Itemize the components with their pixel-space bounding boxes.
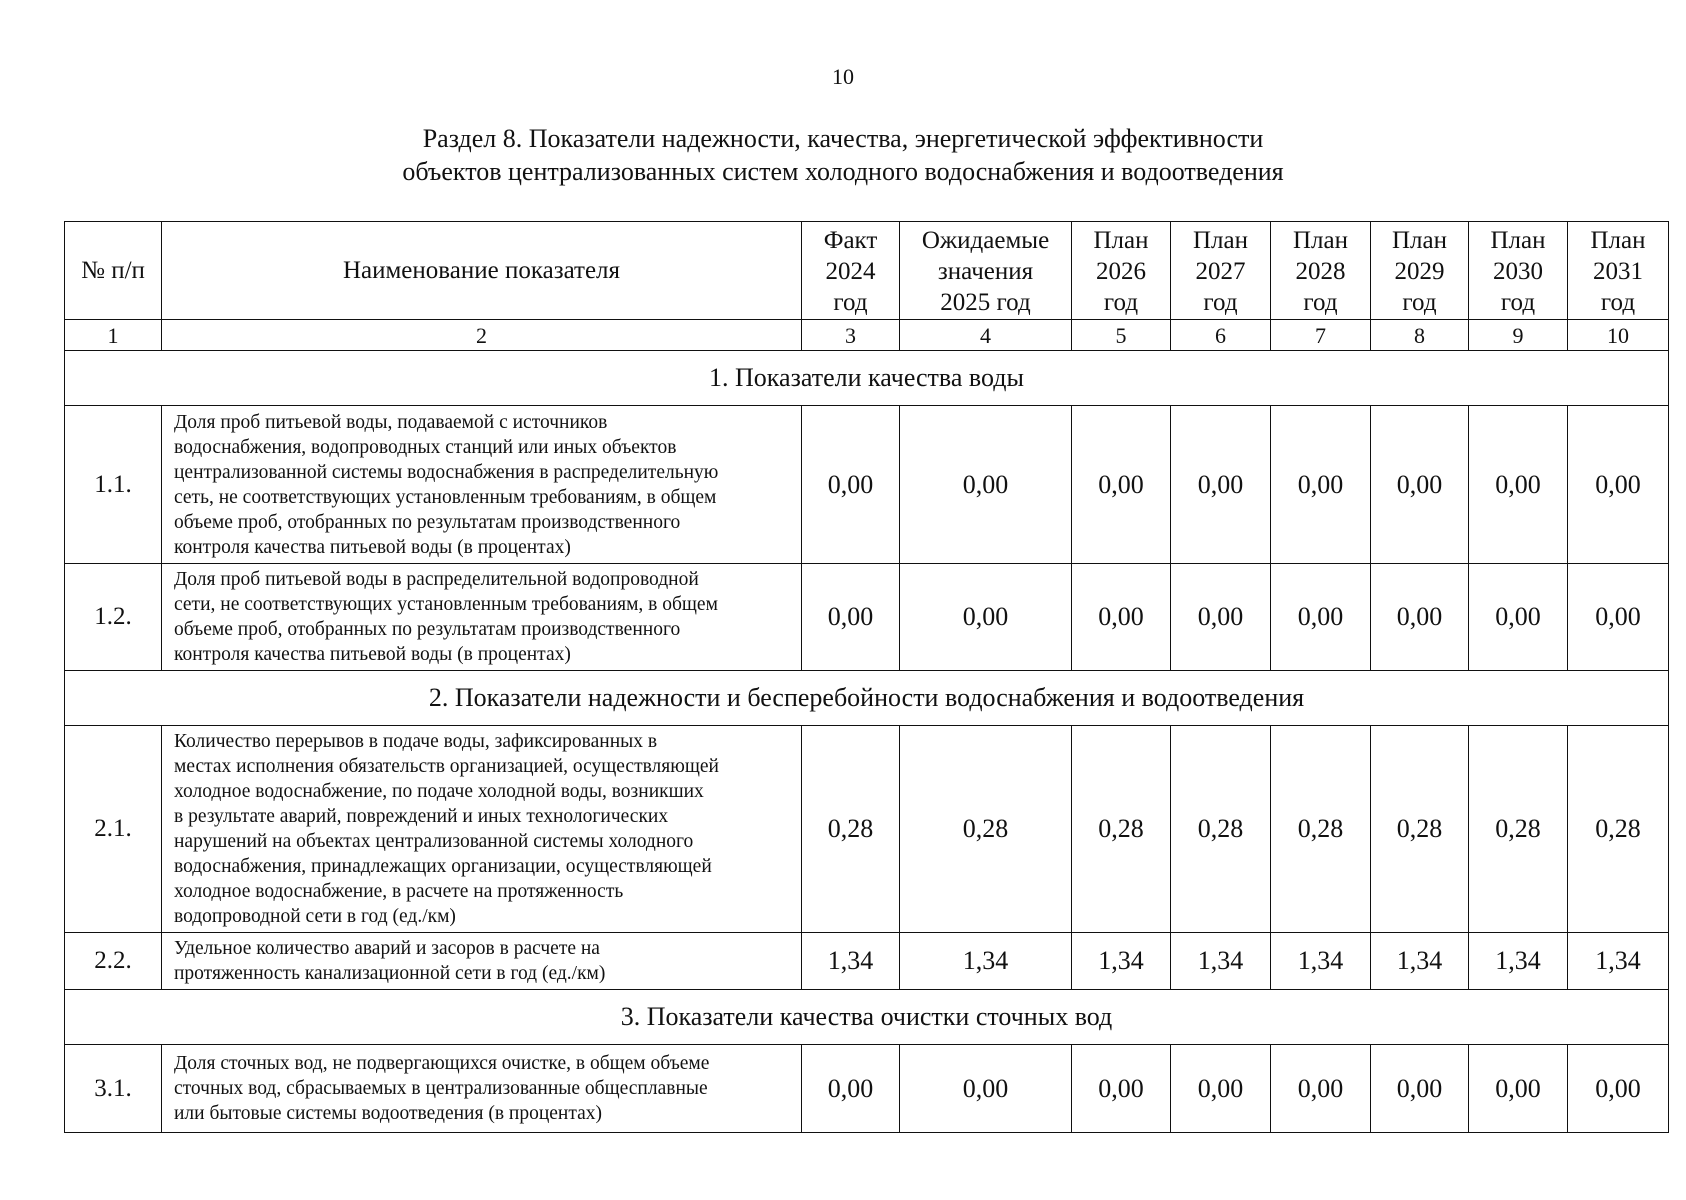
table-row — [65, 1045, 1669, 1133]
indicator-value: 0,00 — [1171, 564, 1271, 671]
indicator-name-line: или бытовые системы водоотведения (в процентах) — [174, 1103, 603, 1124]
header-year-5: План 2026 год — [1072, 222, 1171, 320]
header-year-3: Факт 2024 год — [802, 222, 900, 320]
indicator-name — [162, 1045, 802, 1133]
page-number: 10 — [832, 64, 854, 89]
column-number: 2 — [162, 320, 802, 351]
table-row — [65, 933, 1669, 990]
indicator-value: 0,00 — [1568, 564, 1669, 671]
indicator-name-line: местах исполнения обязательств организацией, осуществляющей — [174, 756, 719, 777]
indicator-value: 0,28 — [1568, 726, 1669, 933]
column-number: 3 — [802, 320, 900, 351]
indicator-name-line: Количество перерывов в подаче воды, зафиксированных в — [174, 731, 658, 752]
page-title — [0, 122, 1686, 188]
section-title: 1. Показатели качества воды — [65, 351, 1669, 406]
indicator-name-line: сети, не соответствующих установленным требованиям, в общем — [174, 594, 718, 615]
indicator-name-line: Доля сточных вод, не подвергающихся очистке, в общем объеме — [174, 1053, 710, 1074]
row-number: 1.2. — [65, 564, 162, 671]
table-row — [65, 564, 1669, 671]
header-year-7: План 2028 год — [1271, 222, 1371, 320]
page-title-line-2: объектов централизованных систем холодного водоснабжения и водоотведения — [402, 157, 1284, 186]
column-number: 8 — [1371, 320, 1469, 351]
header-name: Наименование показателя — [162, 222, 802, 320]
header-year-9: План 2030 год — [1469, 222, 1568, 320]
indicator-value: 0,00 — [1371, 564, 1469, 671]
header-year-10: План 2031 год — [1568, 222, 1669, 320]
row-number: 2.2. — [65, 933, 162, 990]
indicators-table — [64, 221, 1669, 1133]
indicator-name-line: Доля проб питьевой воды в распределительной водопроводной — [174, 569, 699, 590]
section-header-row — [65, 351, 1669, 406]
indicator-value: 0,00 — [1469, 1045, 1568, 1133]
indicator-value: 0,00 — [1469, 564, 1568, 671]
indicator-name-line: холодное водоснабжение, по подаче холодной воды, возникших — [174, 781, 704, 802]
indicator-value: 0,28 — [900, 726, 1072, 933]
row-number: 2.1. — [65, 726, 162, 933]
indicator-value: 0,00 — [1171, 1045, 1271, 1133]
indicator-value: 0,00 — [1271, 406, 1371, 564]
column-number: 4 — [900, 320, 1072, 351]
column-number: 6 — [1171, 320, 1271, 351]
section-title: 3. Показатели качества очистки сточных вод — [65, 990, 1669, 1045]
indicator-value: 1,34 — [1271, 933, 1371, 990]
indicator-name-line: контроля качества питьевой воды (в процентах) — [174, 536, 571, 558]
indicator-value: 0,00 — [1271, 1045, 1371, 1133]
indicator-value: 0,00 — [1568, 406, 1669, 564]
indicator-value: 0,00 — [802, 1045, 900, 1133]
indicator-value: 0,00 — [1072, 564, 1171, 671]
indicator-name-line: водоснабжения, принадлежащих организации, осуществляющей — [174, 856, 712, 877]
indicator-value: 0,00 — [1271, 564, 1371, 671]
page-title-line-1: Раздел 8. Показатели надежности, качества, энергетической эффективности — [422, 124, 1264, 153]
column-number: 9 — [1469, 320, 1568, 351]
indicator-value: 1,34 — [802, 933, 900, 990]
indicator-name-line: объеме проб, отобранных по результатам производственного — [174, 619, 681, 640]
indicator-name-line: централизованной системы водоснабжения в распределительную — [174, 461, 719, 483]
indicator-name-line: Доля проб питьевой воды, подаваемой с источников — [174, 411, 608, 433]
section-title: 2. Показатели надежности и бесперебойности водоснабжения и водоотведения — [65, 671, 1669, 726]
indicator-value: 0,00 — [1171, 406, 1271, 564]
indicator-value: 0,28 — [1371, 726, 1469, 933]
section-header-row — [65, 671, 1669, 726]
indicator-name-line: в результате аварий, повреждений и иных технологических — [174, 806, 669, 827]
indicator-value: 1,34 — [900, 933, 1072, 990]
indicator-value: 1,34 — [1469, 933, 1568, 990]
table-row — [65, 726, 1669, 933]
indicator-value: 0,00 — [1072, 406, 1171, 564]
header-year-6: План 2027 год — [1171, 222, 1271, 320]
indicator-value: 1,34 — [1568, 933, 1669, 990]
indicator-value: 0,00 — [900, 406, 1072, 564]
indicator-value: 1,34 — [1371, 933, 1469, 990]
indicator-value: 0,28 — [802, 726, 900, 933]
indicator-value: 0,28 — [1171, 726, 1271, 933]
indicator-name-line: сеть, не соответствующих установленным требованиям, в общем — [174, 486, 717, 508]
row-number: 1.1. — [65, 406, 162, 564]
indicator-value: 0,00 — [1371, 406, 1469, 564]
indicator-name-line: Удельное количество аварий и засоров в расчете на — [174, 938, 600, 959]
indicator-name-line: контроля качества питьевой воды (в процентах) — [174, 644, 571, 665]
indicator-value: 0,00 — [900, 564, 1072, 671]
indicator-name-line: сточных вод, сбрасываемых в централизованные общесплавные — [174, 1078, 708, 1099]
row-number: 3.1. — [65, 1045, 162, 1133]
header-row — [65, 222, 1669, 320]
indicator-name-line: объеме проб, отобранных по результатам производственного — [174, 511, 681, 533]
indicator-value: 0,28 — [1271, 726, 1371, 933]
column-number: 10 — [1568, 320, 1669, 351]
indicator-name-line: холодное водоснабжение, в расчете на протяженность — [174, 881, 624, 902]
indicator-name — [162, 564, 802, 671]
indicator-value: 1,34 — [1171, 933, 1271, 990]
indicator-value: 0,00 — [1469, 406, 1568, 564]
indicator-value: 0,00 — [802, 406, 900, 564]
indicator-value: 0,00 — [1371, 1045, 1469, 1133]
indicator-value: 0,00 — [1072, 1045, 1171, 1133]
column-number: 1 — [65, 320, 162, 351]
indicator-name-line: протяженность канализационной сети в год (ед./км) — [174, 963, 606, 984]
column-number: 7 — [1271, 320, 1371, 351]
header-year-4: Ожидаемые значения 2025 год — [900, 222, 1072, 320]
column-number: 5 — [1072, 320, 1171, 351]
section-header-row — [65, 990, 1669, 1045]
indicator-name-line: нарушений на объектах централизованной системы холодного — [174, 831, 694, 852]
table-row — [65, 406, 1669, 564]
indicator-name — [162, 406, 802, 564]
header-year-8: План 2029 год — [1371, 222, 1469, 320]
indicator-value: 0,28 — [1469, 726, 1568, 933]
indicator-name-line: водоснабжения, водопроводных станций или иных объектов — [174, 436, 677, 458]
indicator-value: 0,00 — [900, 1045, 1072, 1133]
indicator-name — [162, 933, 802, 990]
indicator-value: 1,34 — [1072, 933, 1171, 990]
indicator-value: 0,00 — [1568, 1045, 1669, 1133]
indicator-value: 0,00 — [802, 564, 900, 671]
indicator-name-line: водопроводной сети в год (ед./км) — [174, 906, 456, 927]
indicator-name — [162, 726, 802, 933]
indicator-value: 0,28 — [1072, 726, 1171, 933]
column-number-row — [65, 320, 1669, 351]
header-num: № п/п — [65, 222, 162, 320]
